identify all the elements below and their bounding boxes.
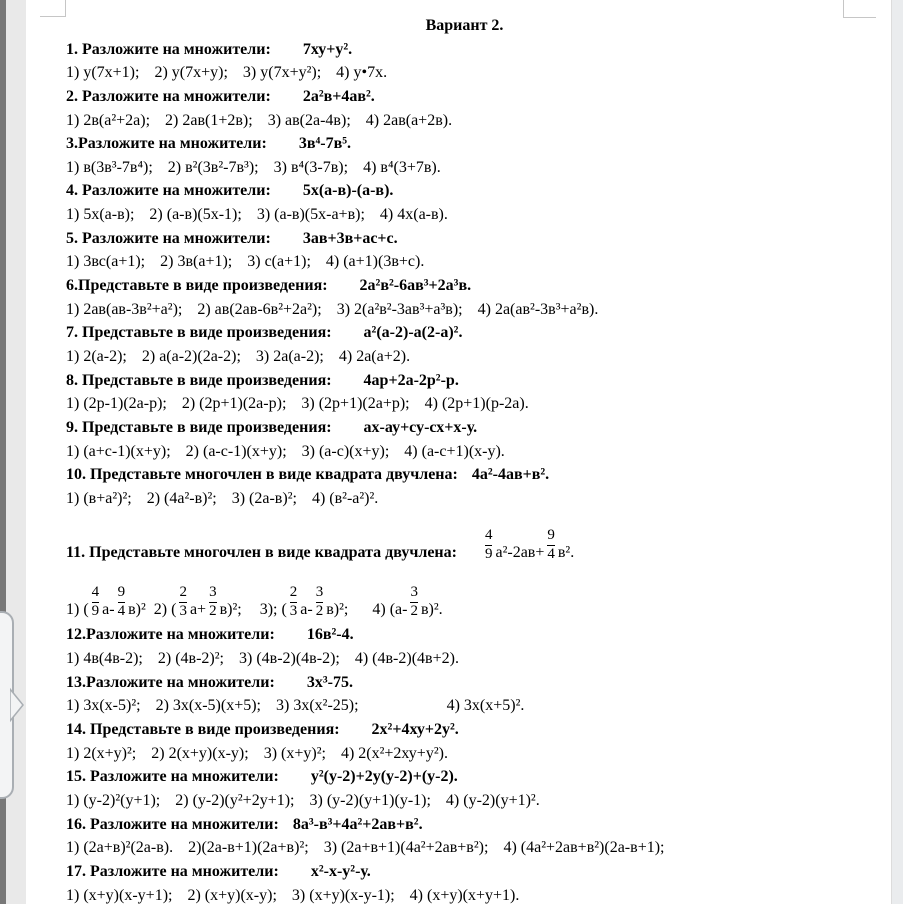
option: 3) 3х(х²-25); xyxy=(276,697,359,714)
option: а- xyxy=(300,601,312,619)
problem-expression: 2а²в²-6ав³+2а³в. xyxy=(360,277,472,294)
option: 2) 2ав(1+2в); xyxy=(165,112,253,129)
problem-16-options xyxy=(66,836,863,860)
option: 3) 2а(а-2); xyxy=(256,348,324,365)
option: 1) (а+с-1)(х+у); xyxy=(66,443,171,460)
problem-expression: 5х(а-в)-(а-в). xyxy=(303,182,394,199)
option: 4) (а- xyxy=(372,601,407,619)
option: 1) 5х(а-в); xyxy=(66,206,134,223)
option: 2) (а-с-1)(х+у); xyxy=(186,443,287,460)
problem-10-statement xyxy=(66,463,863,487)
problem-expression: ах-ау+су-сх+х-у. xyxy=(364,419,478,436)
option: 1) 3х(х-5)²; xyxy=(66,697,141,714)
option: 4) 2(х²+2ху+у²). xyxy=(341,745,448,762)
option: 2) а(а-2)(2а-2); xyxy=(142,348,241,365)
fraction-numerator: 9 xyxy=(118,585,126,601)
fraction-numerator: 9 xyxy=(547,528,555,544)
option: 4) (а-с+1)(х-у). xyxy=(404,443,505,460)
option: в)². xyxy=(421,601,443,619)
fraction-denominator: 9 xyxy=(485,547,493,563)
option: 3) 2(а²в²-3ав³+а³в); xyxy=(337,301,463,318)
option: 2) ав(2ав-6в²+2а²); xyxy=(197,301,321,318)
problem-expression: у²(у-2)+2у(у-2)+(у-2). xyxy=(311,768,458,785)
problem-label: 14. Представьте в виде произведения: xyxy=(66,721,340,738)
fraction xyxy=(179,585,187,620)
option: 2) (а-в)(5х-1); xyxy=(149,206,241,223)
option: 1) (х+у)(х-у+1); xyxy=(66,887,172,904)
option: 1) (2р-1)(2а-р); xyxy=(66,395,167,412)
fraction-denominator: 2 xyxy=(410,604,418,620)
fraction-numerator: 3 xyxy=(209,585,217,601)
fraction xyxy=(316,585,324,620)
fraction-numerator: 3 xyxy=(410,585,418,601)
problem-label: 8. Представьте в виде произведения: xyxy=(66,372,332,389)
option: 1) у(7х+1); xyxy=(66,64,139,81)
option: 1) 2(а-2); xyxy=(66,348,127,365)
option: в)²; xyxy=(326,601,348,619)
fraction xyxy=(547,528,555,563)
problem-label: 4. Разложите на множители: xyxy=(66,182,271,199)
problem-12-statement xyxy=(66,623,863,647)
problem-7-options xyxy=(66,345,863,369)
option: 3) (х+у)(х-у-1); xyxy=(292,887,395,904)
fraction xyxy=(485,528,493,563)
option: 2) 2(х+у)(х-у); xyxy=(151,745,248,762)
problem-12-options xyxy=(66,647,863,671)
option: 2) 3в(а+1); xyxy=(160,253,232,270)
problem-15-options xyxy=(66,789,863,813)
problem-11-options xyxy=(66,565,863,623)
option: 2) (4в-2)²; xyxy=(158,650,224,667)
problem-expression: х²-х-у²-у. xyxy=(311,863,371,880)
option: 3) (2а-в)²; xyxy=(232,490,297,507)
option: 4) (у-2)(у+1)². xyxy=(446,792,540,809)
fraction-numerator: 4 xyxy=(485,528,493,544)
problem-expression: 3х³-75. xyxy=(307,674,353,691)
option: 1) 2ав(ав-3в²+а²); xyxy=(66,301,182,318)
fraction xyxy=(118,585,126,620)
problem-5-statement xyxy=(66,227,863,251)
problem-expression: 4а²-4ав+в². xyxy=(472,466,549,483)
option: 3) ав(2а-4в); xyxy=(268,112,351,129)
option: 4) (4а²+2ав+в²)(2а-в+1); xyxy=(503,839,664,856)
problem-10-options xyxy=(66,487,863,511)
option: 2) в²(3в²-7в³); xyxy=(168,159,259,176)
fraction xyxy=(290,585,298,620)
fraction xyxy=(410,585,418,620)
option: а+ xyxy=(190,601,206,619)
page-title: Вариант 2. xyxy=(66,14,863,38)
problem-expression: 8а³-в³+4а²+2ав+в². xyxy=(293,816,423,833)
option: 3) (а-в)(5х-а+в); xyxy=(257,206,365,223)
option: 1) в(3в³-7в⁴); xyxy=(66,159,153,176)
fraction xyxy=(209,585,217,620)
problem-8-statement xyxy=(66,369,863,393)
problem-expression: 7ху+у². xyxy=(303,41,352,58)
problem-2-options xyxy=(66,109,863,133)
problem-9-statement xyxy=(66,416,863,440)
problem-expression: в². xyxy=(558,544,574,562)
option: в)² xyxy=(128,601,146,619)
problem-label: 5. Разложите на множители: xyxy=(66,230,271,247)
problem-expression: 2х²+4ху+2у². xyxy=(372,721,459,738)
option: 1) 2(х+у)²; xyxy=(66,745,136,762)
option: 3) (у-2)(у+1)(у-1); xyxy=(310,792,431,809)
problem-label: 7. Представьте в виде произведения: xyxy=(66,324,332,341)
fraction-numerator: 4 xyxy=(92,585,100,601)
fraction-denominator: 2 xyxy=(316,604,324,620)
problem-label: 12.Разложите на множители: xyxy=(66,626,275,643)
document-page xyxy=(66,14,863,907)
problem-8-options xyxy=(66,392,863,416)
option: 1) 2в(а²+2а); xyxy=(66,112,150,129)
option: 1) (2а+в)²(2а-в). xyxy=(66,839,173,856)
margin-crop-mark-left xyxy=(40,16,66,17)
fraction-denominator: 3 xyxy=(179,604,187,620)
problem-label: 9. Представьте в виде произведения: xyxy=(66,419,332,436)
option: 4) (х+у)(х+у+1). xyxy=(410,887,520,904)
problem-label: 3.Разложите на множители: xyxy=(66,135,267,152)
option: 2) 3х(х-5)(х+5); xyxy=(156,697,261,714)
problem-6-statement xyxy=(66,274,863,298)
fraction xyxy=(92,585,100,620)
problem-label: 6.Представьте в виде произведения: xyxy=(66,277,328,294)
option: 3) (2р+1)(2а+р); xyxy=(301,395,409,412)
problem-label: 15. Разложите на множители: xyxy=(66,768,279,785)
option: 3) (а-с)(х+у); xyxy=(302,443,390,460)
option: 4) 3х(х+5)². xyxy=(447,697,525,714)
scrollbar-track[interactable] xyxy=(891,0,903,904)
page-pull-tab[interactable] xyxy=(0,611,14,799)
option: 4) 4х(а-в). xyxy=(380,206,448,223)
fraction-denominator: 4 xyxy=(118,604,126,620)
problem-14-statement xyxy=(66,718,863,742)
problem-expression: 16в²-4. xyxy=(307,626,354,643)
option: 1) (в+а²)²; xyxy=(66,490,132,507)
option: 2) ( xyxy=(154,601,177,619)
option: 4) (в²-а²)². xyxy=(312,490,378,507)
option: 2) (4а²-в)²; xyxy=(147,490,217,507)
option: 3) (х+у)²; xyxy=(264,745,326,762)
option: 2) (у-2)(у²+2у+1); xyxy=(175,792,294,809)
problem-label: 11. Представьте многочлен в виде квадрата двучлена: xyxy=(66,544,457,562)
fraction-denominator: 4 xyxy=(547,547,555,563)
problem-6-options xyxy=(66,298,863,322)
problem-17-options xyxy=(66,884,863,907)
problem-9-options xyxy=(66,440,863,464)
problem-3-statement xyxy=(66,132,863,156)
option: 4) в⁴(3+7в). xyxy=(363,159,441,176)
problem-label: 17. Разложите на множители: xyxy=(66,863,279,880)
problem-13-statement xyxy=(66,671,863,695)
chevron-right-icon xyxy=(10,687,26,723)
problem-13-options xyxy=(66,694,863,718)
option: 1) ( xyxy=(66,601,89,619)
option: 4) у•7х. xyxy=(336,64,387,81)
problem-expression: а²-2ав+ xyxy=(495,544,544,562)
problem-15-statement xyxy=(66,765,863,789)
option: 4) (а+1)(3в+с). xyxy=(326,253,424,270)
problem-1-options xyxy=(66,61,863,85)
problem-expression: 4ар+2а-2р²-р. xyxy=(364,372,459,389)
problem-16-statement xyxy=(66,813,863,837)
fraction-denominator: 2 xyxy=(209,604,217,620)
option: 1) 3вс(а+1); xyxy=(66,253,145,270)
option: 2) (2р+1)(2а-р); xyxy=(182,395,287,412)
problem-expression: 3ав+3в+ас+с. xyxy=(303,230,398,247)
option: 3) у(7х+у²); xyxy=(243,64,321,81)
problem-5-options xyxy=(66,250,863,274)
problem-3-options xyxy=(66,156,863,180)
problem-label: 1. Разложите на множители: xyxy=(66,41,271,58)
option: 2)(2а-в+1)(2а+в)²; xyxy=(188,839,309,856)
problem-11-statement xyxy=(66,510,863,565)
problem-label: 10. Представьте многочлен в виде квадрата двучлена: xyxy=(66,466,458,483)
fraction-numerator: 3 xyxy=(316,585,324,601)
option: 1) (у-2)²(у+1); xyxy=(66,792,160,809)
problem-7-statement xyxy=(66,321,863,345)
problem-4-statement xyxy=(66,179,863,203)
problem-2-statement xyxy=(66,85,863,109)
problem-expression: 2а²в+4ав². xyxy=(303,88,375,105)
option: 4) 2ав(а+2в). xyxy=(366,112,452,129)
option: 4) (2р+1)(р-2а). xyxy=(425,395,529,412)
fraction-numerator: 2 xyxy=(290,585,298,601)
fraction-denominator: 9 xyxy=(92,604,100,620)
option: 3) (2а+в+1)(4а²+2ав+в²); xyxy=(324,839,489,856)
option: а- xyxy=(102,601,114,619)
option: 4) (4в-2)(4в+2). xyxy=(355,650,459,667)
option: в)²; xyxy=(220,601,242,619)
option: 3) с(а+1); xyxy=(247,253,311,270)
problem-label: 16. Разложите на множители: xyxy=(66,816,279,833)
option: 3) (4в-2)(4в-2); xyxy=(239,650,340,667)
problem-17-statement xyxy=(66,860,863,884)
problem-4-options xyxy=(66,203,863,227)
problem-expression: а²(а-2)-а(2-а)². xyxy=(364,324,463,341)
option: 3); ( xyxy=(260,601,287,619)
option: 2) (х+у)(х-у); xyxy=(187,887,276,904)
option: 4) 2а(а+2). xyxy=(339,348,410,365)
problem-14-options xyxy=(66,742,863,766)
problem-expression: 3в⁴-7в⁵. xyxy=(299,135,351,152)
fraction-denominator: 3 xyxy=(290,604,298,620)
option: 3) в⁴(3-7в); xyxy=(274,159,348,176)
option: 4) 2а(ав²-3в³+а²в). xyxy=(478,301,599,318)
option: 1) 4в(4в-2); xyxy=(66,650,143,667)
fraction-numerator: 2 xyxy=(179,585,187,601)
problem-1-statement xyxy=(66,38,863,62)
option: 2) у(7х+у); xyxy=(154,64,227,81)
problem-label: 13.Разложите на множители: xyxy=(66,674,275,691)
problem-label: 2. Разложите на множители: xyxy=(66,88,271,105)
